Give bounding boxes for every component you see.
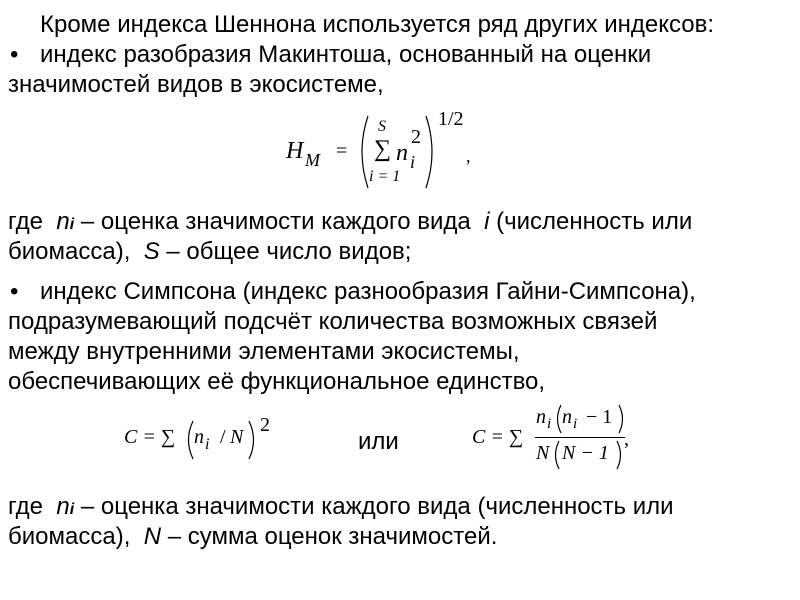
simpson-line-2: подразумевающий подсчёт количества возможных связей	[8, 308, 658, 335]
formula-power: 1/2	[438, 108, 464, 130]
f2-num-inner-n: n	[562, 406, 572, 428]
f1-lhs: C = ∑	[124, 426, 176, 448]
f2-den-left-paren	[552, 440, 560, 470]
where1-line-1	[8, 207, 692, 239]
where1-desc: – оценка значимости каждого вида	[80, 208, 471, 235]
formula-M-sub: M	[305, 150, 320, 170]
where1-i-var: i	[484, 208, 490, 235]
where2-N-var: N	[143, 523, 162, 550]
formula-right-paren	[424, 115, 438, 189]
mcintosh-line-2: значимостей видов в экосистеме,	[8, 71, 384, 98]
f2-num-left-paren	[554, 404, 562, 434]
where1-i-sub: i	[69, 216, 75, 233]
f1-left-paren	[184, 420, 194, 460]
where2-i-sub: i	[69, 501, 75, 518]
f1-right-paren	[248, 420, 258, 460]
where2-line-2	[8, 522, 497, 551]
where2-biomass: биомасса),	[8, 523, 131, 550]
bullet-simpson: •	[10, 278, 19, 305]
where1-S-desc: – общее число видов;	[166, 238, 412, 265]
f1-i-sub: i	[205, 436, 210, 453]
formula-comma: ,	[466, 146, 471, 166]
where1-line-2	[8, 237, 411, 266]
formula-eq: =	[336, 140, 348, 162]
simpson-line-3: между внутренними элементами экосистемы,	[8, 338, 520, 365]
where2-line-1	[8, 492, 674, 524]
f2-num-i: i	[547, 416, 552, 432]
where1-n-var: n	[56, 208, 70, 235]
formula-i-sub: i	[410, 152, 416, 172]
or-text: или	[358, 428, 399, 455]
f1-slash: /	[220, 426, 226, 448]
where2-desc: – оценка значимости каждого вида (численность или	[80, 493, 674, 520]
where1-paren-text: (численность или	[496, 208, 693, 235]
where2-gde: где	[8, 493, 44, 520]
where1-S-var: S	[143, 238, 160, 265]
simpson-line-4: обеспечивающих её функциональное единство,	[8, 368, 546, 395]
formula-n: n	[396, 140, 408, 166]
f1-N: N	[230, 426, 244, 448]
f2-fraction-line	[535, 437, 625, 438]
mcintosh-line-1: индекс разобразия Макинтоша, основанный на оценки	[40, 41, 652, 68]
formula-lower-limit: i = 1	[369, 168, 401, 185]
where1-gde: где	[8, 208, 44, 235]
f2-num-n: n	[536, 406, 546, 428]
f2-comma: ,	[624, 428, 629, 450]
f2-den-right-paren	[616, 440, 624, 470]
formula-sum: ∑	[374, 136, 392, 162]
f1-sq: 2	[260, 414, 270, 436]
f1-n: n	[194, 426, 204, 448]
f2-lhs: C = ∑	[472, 426, 524, 448]
simpson-line-1: индекс Симпсона (индекс разнообразия Гайни-Симпсона),	[40, 278, 696, 305]
formula-sq: 2	[411, 126, 421, 148]
f2-num-inner-i: i	[573, 416, 578, 432]
bullet-mcintosh: •	[10, 41, 19, 68]
formula-S: S	[378, 118, 386, 135]
f2-den-N: N	[536, 442, 550, 464]
where2-n-var: n	[56, 493, 70, 520]
where1-biomass: биомасса),	[8, 238, 131, 265]
f2-den-inner: N − 1	[562, 442, 609, 464]
intro-text: Кроме индекса Шеннона используется ряд других индексов:	[40, 11, 715, 38]
formula-left-paren	[356, 115, 370, 189]
where2-N-desc: – сумма оценок значимостей.	[167, 523, 498, 550]
formula-H: H	[286, 138, 304, 164]
f2-num-minus: − 1	[586, 406, 613, 428]
